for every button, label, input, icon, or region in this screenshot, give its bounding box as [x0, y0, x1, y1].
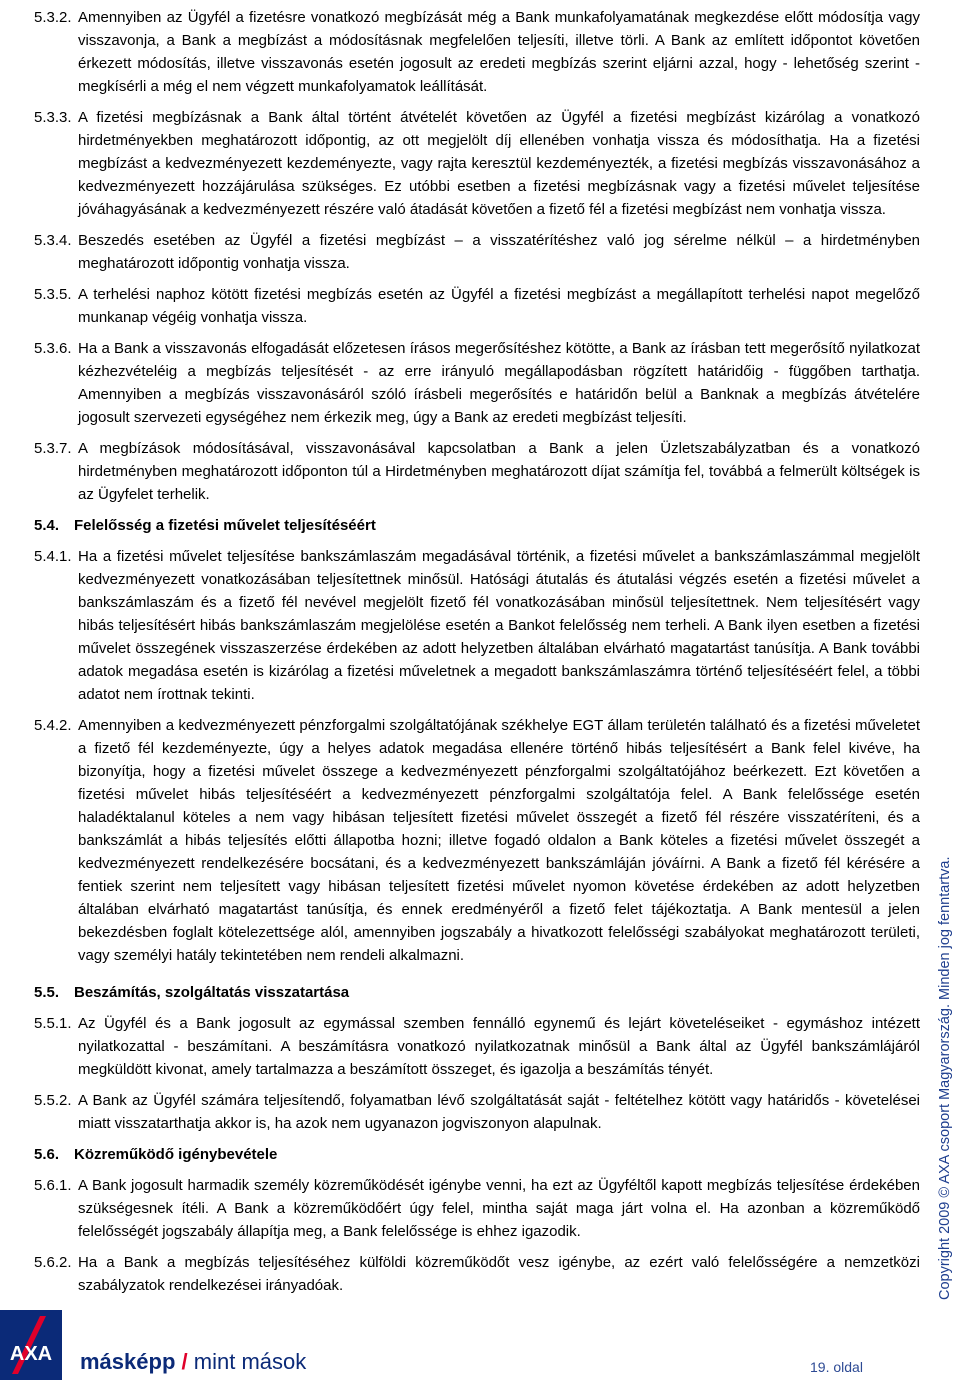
page-number: 19. oldal — [810, 1359, 863, 1375]
copyright-text: Copyright 2009 © AXA csoport Magyarország. Minden jog fenntartva. — [937, 856, 953, 1300]
paragraph-5-3-7 — [34, 437, 920, 506]
paragraph-text: Amennyiben a kedvezményezett pénzforgalmi szolgáltatójának székhelye EGT állam területén található és a fizetési műveletet a fizető fél kezdeményezte, úgy a helyes adatok megadása ellenére történő hibás teljesítésért a Bank felel kivéve, ha bizonyítja, hogy a fizetési művelet összege a kedvezményezett pénzforgalmi szolgáltatójához beérkezett. Ezt követően a fizetési művelet hibás teljesítéséért a kedvezményezett pénzforgalmi szolgáltatója felel. A Bank felelőssége esetén haladéktalanul köteles a nem vagy hibásan teljesített fizetési művelet összegét a fizető fél részére visszatéríteni, és a bankszámlát a hibás teljesítés előtti állapotba hozni; illetve fogadó oldalon a Bank köteles a fizetési művelet összegét a kedvezményezett rendelkezésére bocsátani, és a kedvezményezett bankszámláján jóváírni. A Bank a fizető fél kérésére a fentiek szerint nem teljesített vagy hibásan teljesített fizetési művelet nyomon követése érdekében az adott helyzetben általában elvárható magatartást tanúsítja, és ennek eredményéről a fizető felet tájékoztatja. A Bank mentesül a jelen bekezdésben foglalt kötelezettsége alól, amennyiben jogszabály a hivatkozott felelősségi szabályokat meghatározott területi, vagy személyi hatály tekintetében nem rendeli alkalmazni. — [78, 717, 920, 964]
axa-logo-text: AXA — [9, 1343, 53, 1365]
paragraph-text: A terhelési naphoz kötött fizetési megbízás esetén az Ügyfél a fizetési megbízást a megállapított terhelési napot megelőző munkanap végéig vonhatja vissza. — [78, 286, 920, 326]
paragraph-5-6-1 — [34, 1174, 920, 1243]
paragraph-number: 5.3.4. — [34, 232, 72, 249]
paragraph-number: 5.4.2. — [34, 717, 72, 734]
paragraph-5-4-2 — [34, 714, 920, 967]
slogan-right: mint mások — [193, 1349, 307, 1374]
paragraph-5-3-6 — [34, 337, 920, 429]
paragraph-5-3-3 — [34, 106, 920, 221]
axa-logo — [0, 1310, 62, 1380]
section-title: Közreműködő igénybevétele — [74, 1146, 278, 1163]
paragraph-text: A Bank az Ügyfél számára teljesítendő, folyamatban lévő szolgáltatását saját - feltételhez kötött vagy határidős - követelései miatt visszatarthatja akkor is, ha azok nem ugyanazon jogviszonyon alapulnak. — [78, 1092, 920, 1132]
paragraph-number: 5.3.2. — [34, 9, 72, 26]
paragraph-number: 5.5.1. — [34, 1015, 72, 1032]
section-title: Felelősség a fizetési művelet teljesítéséért — [74, 517, 376, 534]
slogan-slash: / — [181, 1349, 188, 1374]
slogan — [80, 1349, 306, 1375]
paragraph-text: A Bank jogosult harmadik személy közreműködését igénybe venni, ha ezt az Ügyféltől kapott megbízás teljesítése érdekében szükségesnek ítéli. A Bank a közreműködőért úgy felel, mintha saját maga járt volna el. Ha azonban a közreműködő felelősségét jogszabály állapítja meg, a Bank felelőssége is ehhez igazodik. — [78, 1177, 920, 1240]
paragraph-text: Amennyiben az Ügyfél a fizetésre vonatkozó megbízását még a Bank munkafolyamatának megkezdése előtt módosítja vagy visszavonja, a Bank a megbízást a módosításnak megfelelően teljesíti, illetve törli. A Bank az említett időpontot követően érkezett módosítás, illetve visszavonás esetén jogosult az eredeti megbízás szerint eljárni azzal, hogy - lehetőség szerint - megkísérli a még el nem végzett munkafolyamatok leállítását. — [78, 9, 920, 95]
section-heading-5-6 — [34, 1143, 920, 1166]
section-title: Beszámítás, szolgáltatás visszatartása — [74, 984, 350, 1001]
paragraph-number: 5.4.1. — [34, 548, 72, 565]
paragraph-text: A megbízások módosításával, visszavonásával kapcsolatban a Bank a jelen Üzletszabályzatban és a vonatkozó hirdetményben meghatározott időponton túl a Hirdetményben meghatározott díjat számítja fel, továbbá a felmerült költségek is az Ügyfelet terhelik. — [78, 440, 920, 503]
paragraph-number: 5.6.1. — [34, 1177, 72, 1194]
section-heading-5-5 — [34, 981, 920, 1004]
paragraph-5-3-4 — [34, 229, 920, 275]
document-body — [34, 6, 920, 1305]
paragraph-number: 5.3.6. — [34, 340, 72, 357]
paragraph-number: 5.5.2. — [34, 1092, 72, 1109]
section-heading-5-4 — [34, 514, 920, 537]
paragraph-text: Beszedés esetében az Ügyfél a fizetési megbízást – a visszatérítéshez való jog sérelme nélkül – a hirdetményben meghatározott időpontig vonhatja vissza. — [78, 232, 920, 272]
paragraph-text: Ha a Bank a megbízás teljesítéséhez külföldi közreműködőt vesz igénybe, az ezért való felelősségére a nemzetközi szabályzatok rendelkezései irányadóak. — [78, 1254, 920, 1294]
paragraph-5-5-2 — [34, 1089, 920, 1135]
paragraph-number: 5.3.7. — [34, 440, 72, 457]
section-number: 5.4. — [34, 517, 60, 534]
paragraph-text: Az Ügyfél és a Bank jogosult az egymással szemben fennálló egynemű és lejárt követeléseiket - egymáshoz intézett nyilatkozattal - beszámítani. A beszámításra vonatkozó nyilatkozatnak minősül a Bank által az Ügyfél bankszámlájáról megküldött kivonat, amely tartalmazza a beszámított összeget, és igazolja a beszámítás tényét. — [78, 1015, 920, 1078]
section-number: 5.5. — [34, 984, 60, 1001]
paragraph-5-5-1 — [34, 1012, 920, 1081]
page-footer — [0, 1305, 960, 1380]
paragraph-number: 5.3.3. — [34, 109, 72, 126]
paragraph-text: A fizetési megbízásnak a Bank által történt átvételét követően az Ügyfél a fizetési megbízást kizárólag a vonatkozó hirdetményekben meghatározott időpontig, az ott megjelölt díj ellenében vonhatja vissza és módosíthatja. Ha a fizetési megbízást a kedvezményezett kezdeményezte, vagy rajta keresztül kezdeményezték, a fizetési megbízás visszavonásához a kedvezményezett hozzájárulása szükséges. Ez utóbbi esetben a fizetési megbízásnak vagy a fizetési művelet teljesítése jóváhagyásának a kedvezményezett részére való átadását követően a fizető fél a fizetési megbízást nem vonhatja vissza. — [78, 109, 920, 218]
section-number: 5.6. — [34, 1146, 60, 1163]
paragraph-text: Ha a fizetési művelet teljesítése bankszámlaszám megadásával történik, a fizetési művelet a bankszámlaszámmal megjelölt kedvezményezett vonatkozásában teljesítettnek minősül. Hatósági átutalás és átutalási végzés esetén a fizetési művelet a bankszámlaszám és a fizető fél nevével megjelölt fizető fél vonatkozásában minősül teljesítettnek. Nem teljesítésért vagy hibás teljesítésért hibás bankszámlaszám megjelölése esetén a Bankot felelősség nem terheli. A Bank ilyen esetben a fizetési művelet összegének visszaszerzése érdekében az adott helyzetben általában elvárható magatartást tanúsítja. A Bank további adatok megadása esetén is kizárólag a fizetési műveletnek a megadott bankszámlaszámra történő teljesítéséért felel, a többi adatot nem írottnak tekinti. — [78, 548, 920, 703]
slogan-left: másképp — [80, 1349, 176, 1374]
paragraph-text: Ha a Bank a visszavonás elfogadását előzetesen írásos megerősítéshez kötötte, a Bank az írásban tett megerősítő nyilatkozat kézhezvételéig a megbízás teljesítését - az erre irányuló megállapodásban rögzített határidőig - függőben tarthatja. Amennyiben a megbízás visszavonásáról szóló írásbeli megerősítés e határidőn belül a Banknak a megbízás átvételére jogosult szervezeti egységéhez nem érkezik meg, úgy a Bank az eredeti megbízást teljesíti. — [78, 340, 920, 426]
paragraph-5-4-1 — [34, 545, 920, 706]
paragraph-number: 5.3.5. — [34, 286, 72, 303]
paragraph-5-3-5 — [34, 283, 920, 329]
paragraph-number: 5.6.2. — [34, 1254, 72, 1271]
paragraph-5-6-2 — [34, 1251, 920, 1297]
paragraph-5-3-2 — [34, 6, 920, 98]
